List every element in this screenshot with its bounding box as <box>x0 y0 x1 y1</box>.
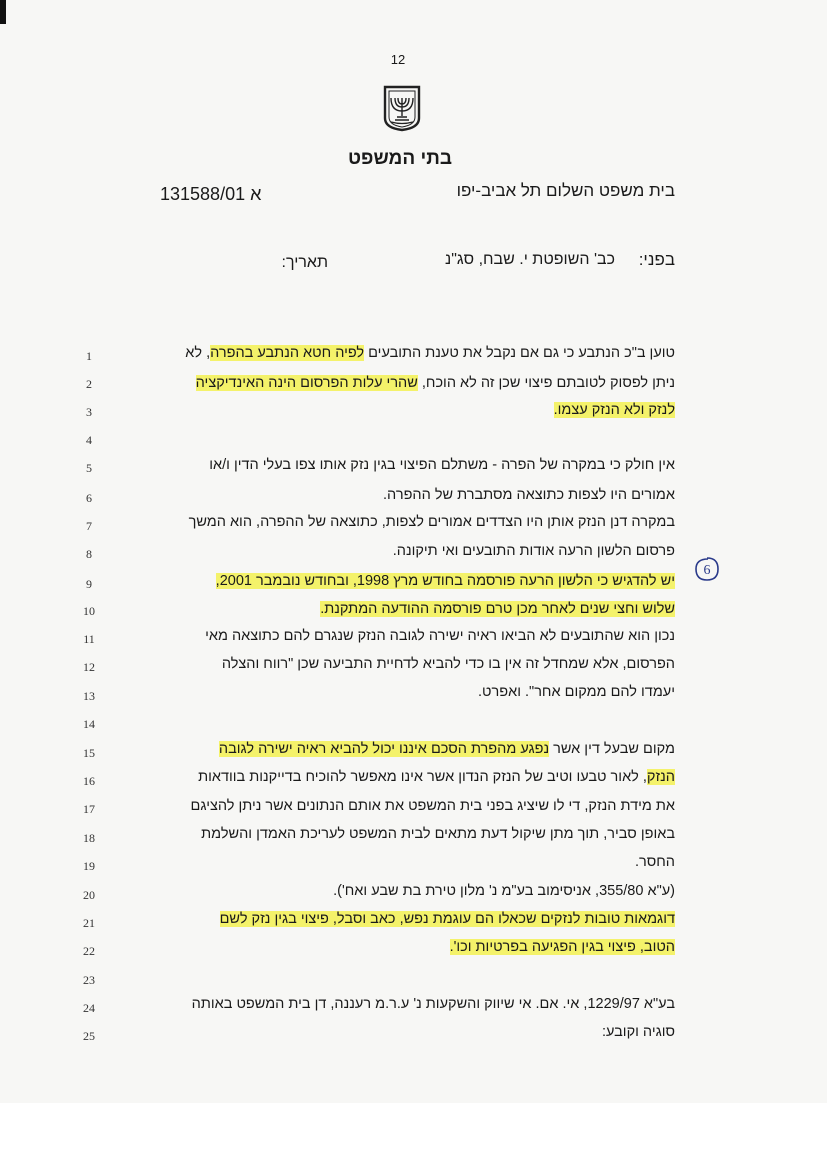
line-number: 16 <box>83 774 95 788</box>
text-line-8: פרסום הלשון הרעה אודות התובעים ואי תיקונה. <box>392 543 675 559</box>
highlighted-text: יש להדגיש כי הלשון הרעה פורסמה בחודש מרץ 1998, ובחודש נובמבר 2001, <box>215 573 675 589</box>
text-line-17: את מידת הנזק, די לו שיציג בפני בית המשפט את אותם הנתונים אשר ניתן להציגם <box>190 798 675 814</box>
line-number: 25 <box>83 1029 95 1043</box>
line-number: 4 <box>86 433 92 447</box>
court-heading: בתי המשפט <box>347 148 453 169</box>
line-number: 8 <box>86 547 92 561</box>
text-line-18: באופן סביר, תוך מתן שיקול דעת מתאים לבית המשפט לעריכת האמדן והשלמת <box>201 826 675 842</box>
text-line-7: במקרה דנן הנזק אותן היו הצדדים אמורים לצפות, כתוצאה של ההפרה, הוא המשך <box>188 514 675 530</box>
line-number: 1 <box>86 349 92 363</box>
highlighted-text: הנזק <box>646 769 675 785</box>
line-number: 17 <box>83 802 95 816</box>
text-line-25: סוגיה וקובע: <box>601 1024 675 1040</box>
text-line-1 <box>118 344 675 362</box>
line-number: 13 <box>83 689 95 703</box>
text-line-21 <box>220 910 675 928</box>
case-number: 131588/01 א <box>160 184 262 204</box>
state-emblem-icon <box>379 84 425 132</box>
line-number: 5 <box>86 461 92 475</box>
text-line-20: (ע"א 355/80, אניסימוב בע"מ נ' מלון טירת בת שבע ואח'). <box>333 883 675 899</box>
line-number: 18 <box>83 831 95 845</box>
line-number: 19 <box>83 859 95 873</box>
highlighted-text: לפיה חטא הנתבע בהפרה <box>210 345 365 361</box>
line-number: 23 <box>83 973 95 987</box>
judge-name: כב' השופטת י. שבח, סג"נ <box>444 251 615 268</box>
handwritten-circled-note <box>694 556 720 582</box>
text-line-24: בע"א 1229/97, אי. אם. אי שיווק והשקעות נ' ע.ר.מ רעננה, דן בית המשפט באותה <box>191 996 675 1012</box>
line-number: 6 <box>86 491 92 505</box>
highlighted-text: שלוש וחצי שנים לאחר מכן טרם פורסמה ההודעה המתקנת. <box>320 601 675 617</box>
highlighted-text: דוגמאות טובות לנזקים שכאלו הם עוגמת נפש, כאב וסבל, פיצוי בגין נזק לשם <box>219 911 675 927</box>
highlighted-text: נפגע מהפרת הסכם איננו יכול להביא ראיה ישירה לגובה <box>218 741 550 757</box>
line-number: 14 <box>83 717 95 731</box>
text-line-2 <box>118 374 675 392</box>
court-name: בית משפט השלום תל אביב-יפו <box>456 181 675 200</box>
text-line-12: הפרסום, אלא שמחדל זה אין בו כדי להביא לדחיית התביעה שכן "רווח והצלה <box>221 656 675 672</box>
highlighted-text: שהרי עלות הפרסום הינה האינדיקציה <box>195 375 418 391</box>
margin-note-text: 6 <box>703 563 711 578</box>
date-label: תאריך: <box>281 254 328 271</box>
text-line-9 <box>216 572 675 590</box>
highlighted-text: לנזק ולא הנזק עצמו. <box>553 402 675 418</box>
line-text: טוען ב"כ הנתבע כי גם אם נקבל את טענת התובעים <box>364 345 675 361</box>
before-label: בפני: <box>638 250 675 269</box>
text-line-15 <box>118 740 675 758</box>
text-line-5: אין חולק כי במקרה של הפרה - משתלם הפיצוי בגין נזק אותו צפו בעלי הדין ו/או <box>209 457 675 473</box>
line-number: 20 <box>83 888 95 902</box>
line-number: 24 <box>83 1001 95 1015</box>
line-number: 2 <box>86 377 92 391</box>
text-line-3 <box>554 401 675 419</box>
line-text: , לאור טבעו וטיב של הנזק הנדון אשר אינו מאפשר להוכיח בדייקנות בוודאות <box>198 769 647 785</box>
scan-edge-mark <box>0 0 6 24</box>
line-number: 3 <box>86 405 92 419</box>
text-line-22 <box>450 938 675 956</box>
highlighted-text: הטוב, פיצוי בגין הפגיעה בפרטיות וכו'. <box>449 939 675 955</box>
line-number: 21 <box>83 916 95 930</box>
text-line-13: יעמדו להם ממקום אחר". ואפרט. <box>478 684 675 700</box>
text-line-16 <box>118 768 675 786</box>
text-line-10 <box>320 600 675 618</box>
line-number: 11 <box>83 632 95 646</box>
line-number: 7 <box>86 519 92 533</box>
line-number: 15 <box>83 746 95 760</box>
line-text: , לא <box>185 345 211 361</box>
line-number: 9 <box>86 577 92 591</box>
line-number: 12 <box>83 660 95 674</box>
page-number: 12 <box>390 52 406 67</box>
line-number: 22 <box>83 944 95 958</box>
line-text: ניתן לפסוק לטובתם פיצוי שכן זה לא הוכח, <box>417 375 675 391</box>
text-line-11: נכון הוא שהתובעים לא הביאו ראיה ישירה לגובה הנזק שנגרם להם כתוצאה מאי <box>205 628 675 644</box>
text-line-6: אמורים היו לצפות כתוצאה מסתברת של ההפרה. <box>383 487 675 503</box>
text-line-19: החסר. <box>634 854 675 870</box>
line-number: 10 <box>83 604 95 618</box>
line-text: מקום שבעל דין אשר <box>549 741 675 757</box>
